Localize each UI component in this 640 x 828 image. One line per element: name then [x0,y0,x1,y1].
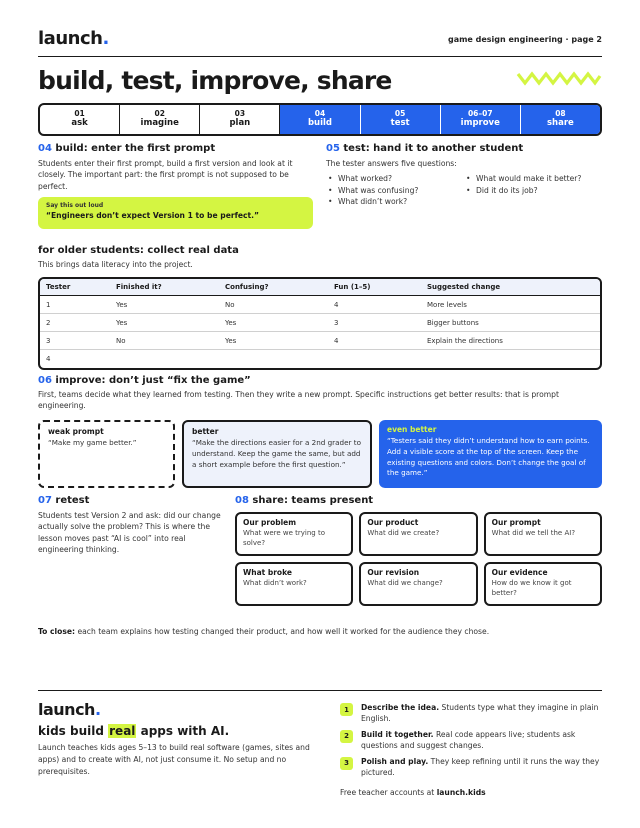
step-number: 03 [234,109,246,119]
table-cell: No [225,300,235,309]
step-number-badge: 2 [340,730,353,743]
card-description: What did we tell the AI? [491,529,576,537]
step-number: 02 [154,109,165,119]
section-title: retest [55,495,90,506]
tester-data-table [38,277,602,370]
step-improve [441,105,521,134]
card-title: Our evidence [491,568,548,577]
share-card [359,562,477,606]
column-header: Fun (1–5) [334,283,371,291]
list-item [340,756,602,779]
card-title: Our product [367,518,419,527]
question-item: • What would make it better? [464,173,602,184]
question-item: • Did it do its job? [464,185,602,196]
step-number: 06–07 [467,109,493,119]
prompt-text: “Make my game better.” [48,438,137,447]
step-label: imagine [140,117,179,128]
table-cell: 1 [46,300,51,309]
step-label: build [307,117,333,128]
step-share [521,105,600,134]
step-label: share [547,117,574,128]
divider [38,690,602,691]
step-bar [38,103,602,136]
card-title: Our problem [243,518,297,527]
table-cell: Yes [116,318,128,327]
table-cell: 4 [334,336,339,345]
section-retest [38,495,228,556]
callout-label: Say this out loud [46,202,104,209]
divider [38,56,602,57]
section-title: improve: don’t just “fix the game” [55,375,251,386]
question-item: • What was confusing? [326,185,464,196]
section-heading [38,143,313,154]
questions-column [326,173,464,207]
say-it-callout [38,197,313,229]
step-imagine [120,105,200,134]
section-title: for older students: collect real data [38,245,239,256]
prompt-text: “Make the directions easier for a 2nd grader to understand. Keep the game the same, but add a short example before the first question.” [192,438,361,469]
section-body: Students test Version 2 and ask: did our change actually solve the problem? This is where the lesson moves past “AI is cool” into real engineering thinking. [38,511,221,555]
table-cell: More levels [427,300,467,309]
table-cell: Bigger buttons [427,318,479,327]
column-header: Finished it? [116,283,162,291]
even-better-prompt-box [379,420,602,488]
step-label: plan [229,117,251,128]
step-label: improve [460,117,500,128]
better-prompt-box [182,420,372,488]
share-card [484,512,602,556]
prompt-title: better [192,427,219,436]
about-text: Launch teaches kids ages 5–13 to build real software (games, sites and apps) and to create with AI, not just consume it. No setup and no prerequisites. [38,743,310,776]
section-build [38,143,313,192]
table-cell: 3 [46,336,51,345]
step-build [280,105,360,134]
share-card [359,512,477,556]
free-accounts-note: Free teacher accounts at launch.kids [340,788,486,797]
section-heading [326,143,602,154]
section-body: First, teams decide what they learned from testing. Then they write a new prompt. Specific instructions get better results: that is prompt engineering. [38,390,559,411]
card-title: What broke [243,568,292,577]
step-number-badge: 1 [340,703,353,716]
card-description: How do we know it got better? [491,579,572,598]
card-title: Our revision [367,568,420,577]
callout-quote: “Engineers don’t expect Version 1 to be perfect.” [46,211,260,220]
table-row [40,350,600,368]
table-row [40,296,600,314]
table-header-row [40,279,600,296]
table-cell: Explain the directions [427,336,503,345]
list-item-text: Polish and play. They keep refining until it runs the way they pictured. [361,756,600,777]
question-item: • What worked? [326,173,464,184]
list-item-text: Describe the idea. Students type what they imagine in plain English. [361,703,599,724]
card-description: What were we trying to solve? [243,529,326,548]
step-number: 05 [394,109,406,119]
page-label: game design engineering · page 2 [447,35,602,44]
table-cell: Yes [225,318,237,327]
table-cell: Yes [225,336,237,345]
prompt-title: even better [387,425,437,434]
card-title: Our prompt [491,518,541,527]
prompt-text: “Testers said they didn’t understand how to earn points. Add a visible score at the top of the screen. Keep the existing questions and colors. Don’t change the goal of the game.” [387,436,590,478]
table-cell: 2 [46,318,51,327]
section-body: The tester answers five questions: [326,159,457,168]
list-item [340,702,602,725]
launch-kids-link[interactable]: launch.kids [436,788,486,797]
section-heading [38,495,228,506]
step-ask [40,105,120,134]
section-title: test: hand it to another student [343,143,524,154]
card-description: What did we change? [367,579,443,587]
closing-label: To close: [38,627,76,636]
launch-logo: launch. [38,28,109,49]
card-description: What didn’t work? [243,579,307,587]
question-item: • What didn’t work? [326,196,464,207]
section-heading [38,375,602,386]
section-number: 05 [326,143,340,154]
table-cell: 4 [334,300,339,309]
weak-prompt-box [38,420,175,488]
table-row [40,332,600,350]
questions-column [464,173,602,207]
list-item-text: Build it together. Real code appears live; students ask questions and suggest changes. [361,729,576,751]
column-header: Confusing? [225,283,269,291]
step-number: 04 [314,109,326,119]
section-test [326,143,602,208]
share-card-grid [235,512,602,606]
column-header: Tester [46,283,71,291]
column-header: Suggested change [427,283,501,291]
section-body: This brings data literacy into the project. [38,260,193,269]
launch-logo: launch. [38,700,101,719]
section-number: 06 [38,375,52,386]
page-title: build, test, improve, share [38,66,392,95]
step-test [361,105,441,134]
section-number: 07 [38,495,52,506]
prompt-title: weak prompt [48,427,104,436]
card-description: What did we create? [367,529,440,537]
step-plan [200,105,280,134]
step-number: 08 [555,109,566,119]
section-heading [235,495,602,506]
section-title: share: teams present [252,495,374,506]
zigzag-decoration-icon [516,68,602,90]
share-card [235,512,353,556]
section-number: 08 [235,495,249,506]
section-improve [38,375,602,412]
step-number: 01 [74,109,85,119]
table-cell: No [116,336,126,345]
share-card [484,562,602,606]
section-share [235,495,602,506]
section-number: 04 [38,143,52,154]
closing-note [38,627,602,636]
table-cell: 4 [46,355,51,363]
table-cell: 3 [334,318,339,327]
closing-text: each team explains how testing changed their product, and how well it worked for the audience they chose. [75,627,490,636]
section-title: build: enter the first prompt [55,143,216,154]
step-label: ask [71,117,88,128]
table-row [40,314,600,332]
share-card [235,562,353,606]
step-number-badge: 3 [340,757,353,770]
table-cell: Yes [116,300,128,309]
tagline: kids build real apps with AI. [38,724,230,738]
list-item [340,729,602,752]
step-label: test [390,117,410,128]
section-older-students [38,245,602,270]
tester-questions [326,173,602,207]
tagline-highlight: real [109,724,136,738]
how-it-works-list [340,702,602,782]
section-body: Students enter their first prompt, build a first version and look at it closely. The important part: the first prompt is not supposed to be perfect. [38,159,293,191]
